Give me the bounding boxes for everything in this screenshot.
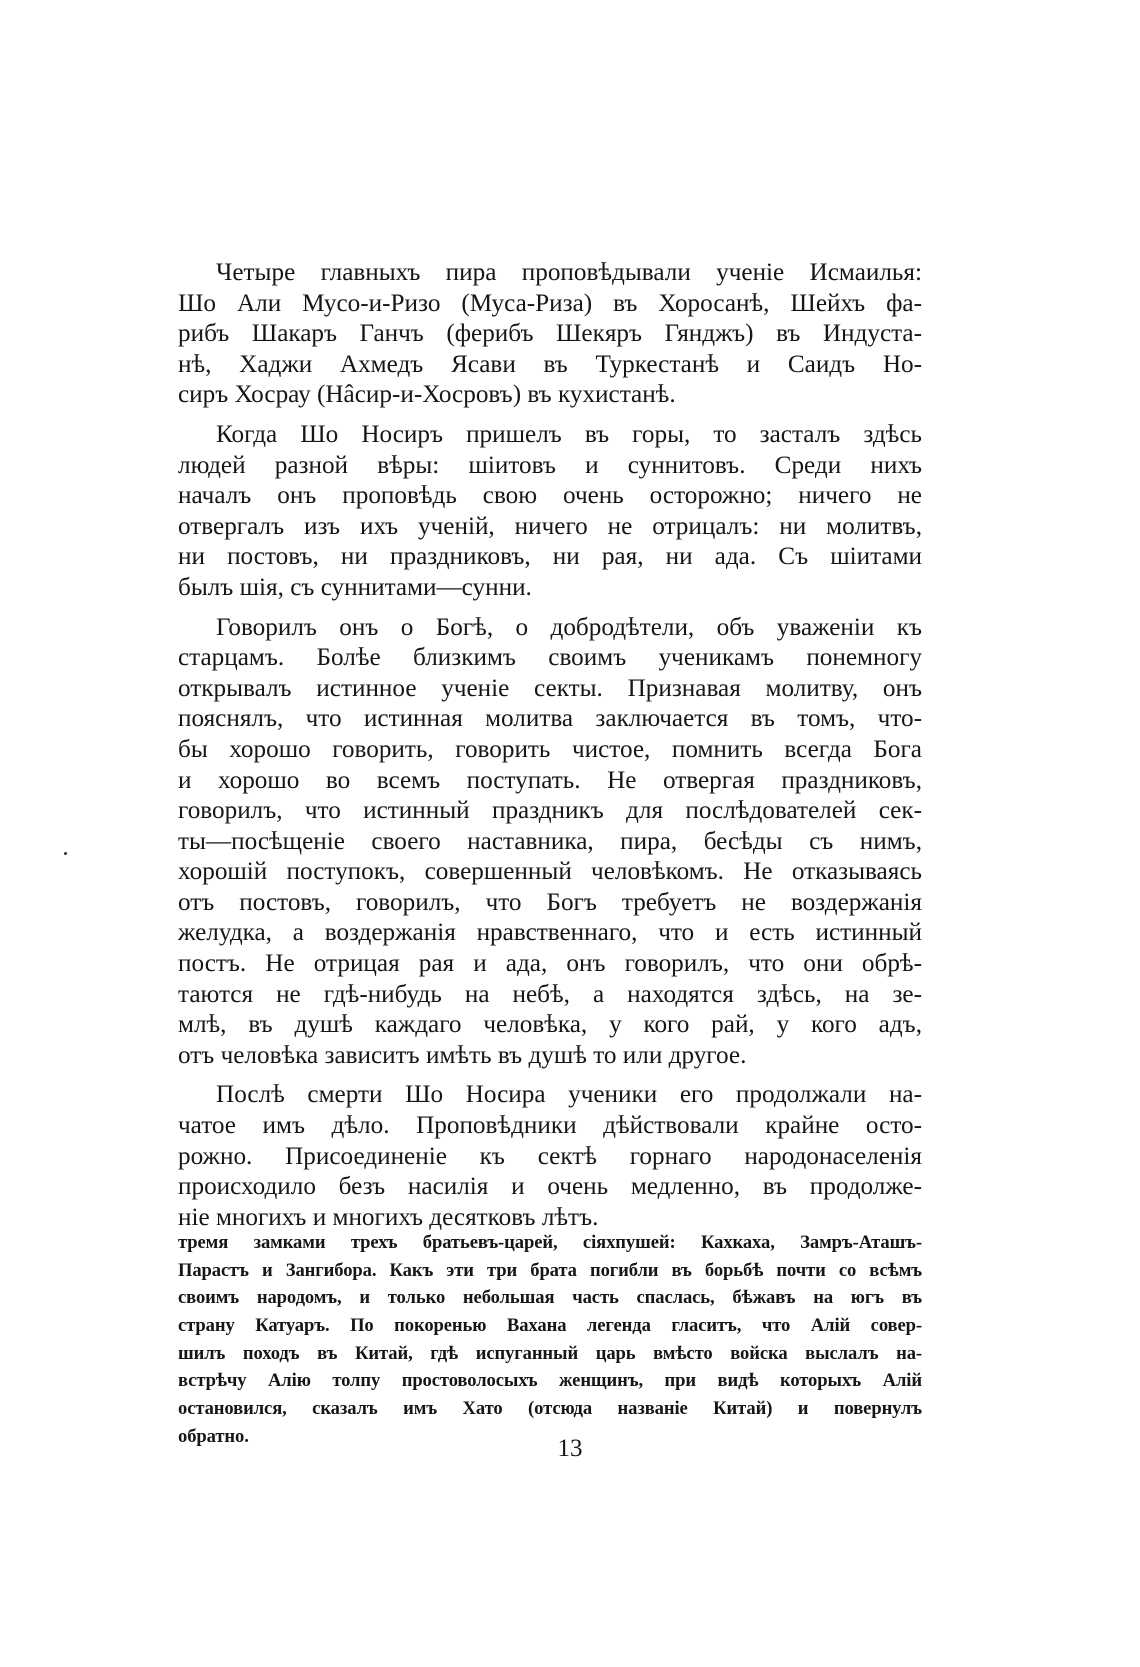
text-line: Когда Шо Носиръ пришелъ въ горы, то засталъ здѣсь [216, 420, 922, 448]
text-line: Шо Али Мусо-и-Ризо (Муса-Риза) въ Хоросанѣ, Шейхъ фа- [178, 289, 922, 317]
text-line: открывалъ истинное ученіе секты. Признавая молитву, онъ [178, 674, 922, 702]
footnote-line: остановился, сказалъ имъ Хато (отсюда названіе Китай) и повернулъ [178, 1398, 922, 1420]
text-line: рибъ Шакаръ Ганчъ (ферибъ Шекяръ Гянджъ) въ Индуста- [178, 320, 922, 348]
text-line: отвергалъ изъ ихъ ученій, ничего не отрицалъ: ни молитвъ, [178, 512, 922, 540]
text-line: сиръ Хосрау (Нâсир-и-Хосровъ) въ кухистанѣ. [178, 381, 676, 409]
text-line: пояснялъ, что истинная молитва заключается въ томъ, что- [178, 705, 922, 733]
text-line: происходило безъ насилія и очень медленно, въ продолже- [178, 1173, 922, 1201]
text-line: желудка, а воздержанія нравственнаго, что и есть истинный [178, 919, 922, 947]
text-line: нѣ, Хаджи Ахмедъ Ясави въ Туркестанѣ и Саидъ Но- [178, 350, 922, 378]
text-line: ни постовъ, ни праздниковъ, ни рая, ни ада. Съ шіитами [178, 543, 922, 571]
text-line: людей разной вѣры: шіитовъ и суннитовъ. Среди нихъ [178, 451, 922, 479]
footnote-line: Парастъ и Зангибора. Какъ эти три брата погибли въ борьбѣ почти со всѣмъ [178, 1259, 922, 1281]
text-line: таются не гдѣ-нибудь на небѣ, а находятся здѣсь, на зе- [178, 980, 922, 1008]
text-line: млѣ, въ душѣ каждаго человѣка, у кого рай, у кого адъ, [178, 1011, 922, 1039]
text-line: старцамъ. Болѣе близкимъ своимъ ученикамъ понемногу [178, 644, 922, 672]
paragraph [178, 258, 922, 411]
footnote-line: страну Катуаръ. По покоренью Вахана легенда гласитъ, что Алій совер- [178, 1315, 922, 1337]
main-text [178, 258, 922, 1233]
scan-speck [64, 852, 67, 855]
text-line: и хорошо во всемъ поступать. Не отвергая праздниковъ, [178, 766, 922, 794]
paragraph [178, 420, 922, 604]
page-number: 13 [557, 1435, 583, 1462]
footnote-line: своимъ народомъ, и только небольшая часть спаслась, бѣжавъ на югъ въ [178, 1287, 922, 1309]
text-line: ніе многихъ и многихъ десятковъ лѣтъ. [178, 1203, 599, 1231]
text-line: Четыре главныхъ пира проповѣдывали ученіе Исмаилья: [216, 259, 922, 286]
text-line: бы хорошо говорить, говорить чистое, помнить всегда Бога [178, 735, 922, 763]
text-line: хорошій поступокъ, совершенный человѣкомъ. Не отказываясь [178, 858, 922, 886]
footnote-line: встрѣчу Алію толпу простоволосыхъ женщинъ, при видѣ которыхъ Алій [178, 1370, 922, 1392]
text-line: Послѣ смерти Шо Носира ученики его продолжали на- [216, 1081, 922, 1109]
text-line: чатое имъ дѣло. Проповѣдники дѣйствовали крайне осто- [178, 1112, 922, 1140]
text-line: рожно. Присоединеніе къ сектѣ горнаго народонаселенія [178, 1142, 922, 1170]
text-line: началъ онъ проповѣдь свою очень осторожно; ничего не [178, 482, 922, 510]
footnote-line: обратно. [178, 1425, 249, 1447]
text-line: ты—посѣщеніе своего наставника, пира, бесѣды съ нимъ, [178, 827, 922, 855]
text-line: отъ человѣка зависитъ имѣть въ душѣ то или другое. [178, 1041, 747, 1069]
text-line: отъ постовъ, говорилъ, что Богъ требуетъ не воздержанія [178, 888, 922, 916]
text-line: былъ шія, съ суннитами—сунни. [178, 573, 532, 601]
text-line: говорилъ, что истинный праздникъ для послѣдователей сек- [178, 797, 922, 825]
paragraph [178, 1080, 922, 1233]
paragraph [178, 613, 922, 1072]
footnote [178, 1229, 922, 1451]
text-line: Говорилъ онъ о Богѣ, о добродѣтели, объ уваженіи къ [216, 613, 922, 641]
footnote-line: тремя замками трехъ братьевъ-царей, сіяхпушей: Кахкаха, Замръ-Аташъ- [178, 1232, 922, 1253]
footnote-line: шилъ походъ въ Китай, гдѣ испуганный царь вмѣсто войска выслалъ на- [178, 1342, 922, 1364]
text-line: постъ. Не отрицая рая и ада, онъ говорилъ, что они обрѣ- [178, 950, 922, 978]
